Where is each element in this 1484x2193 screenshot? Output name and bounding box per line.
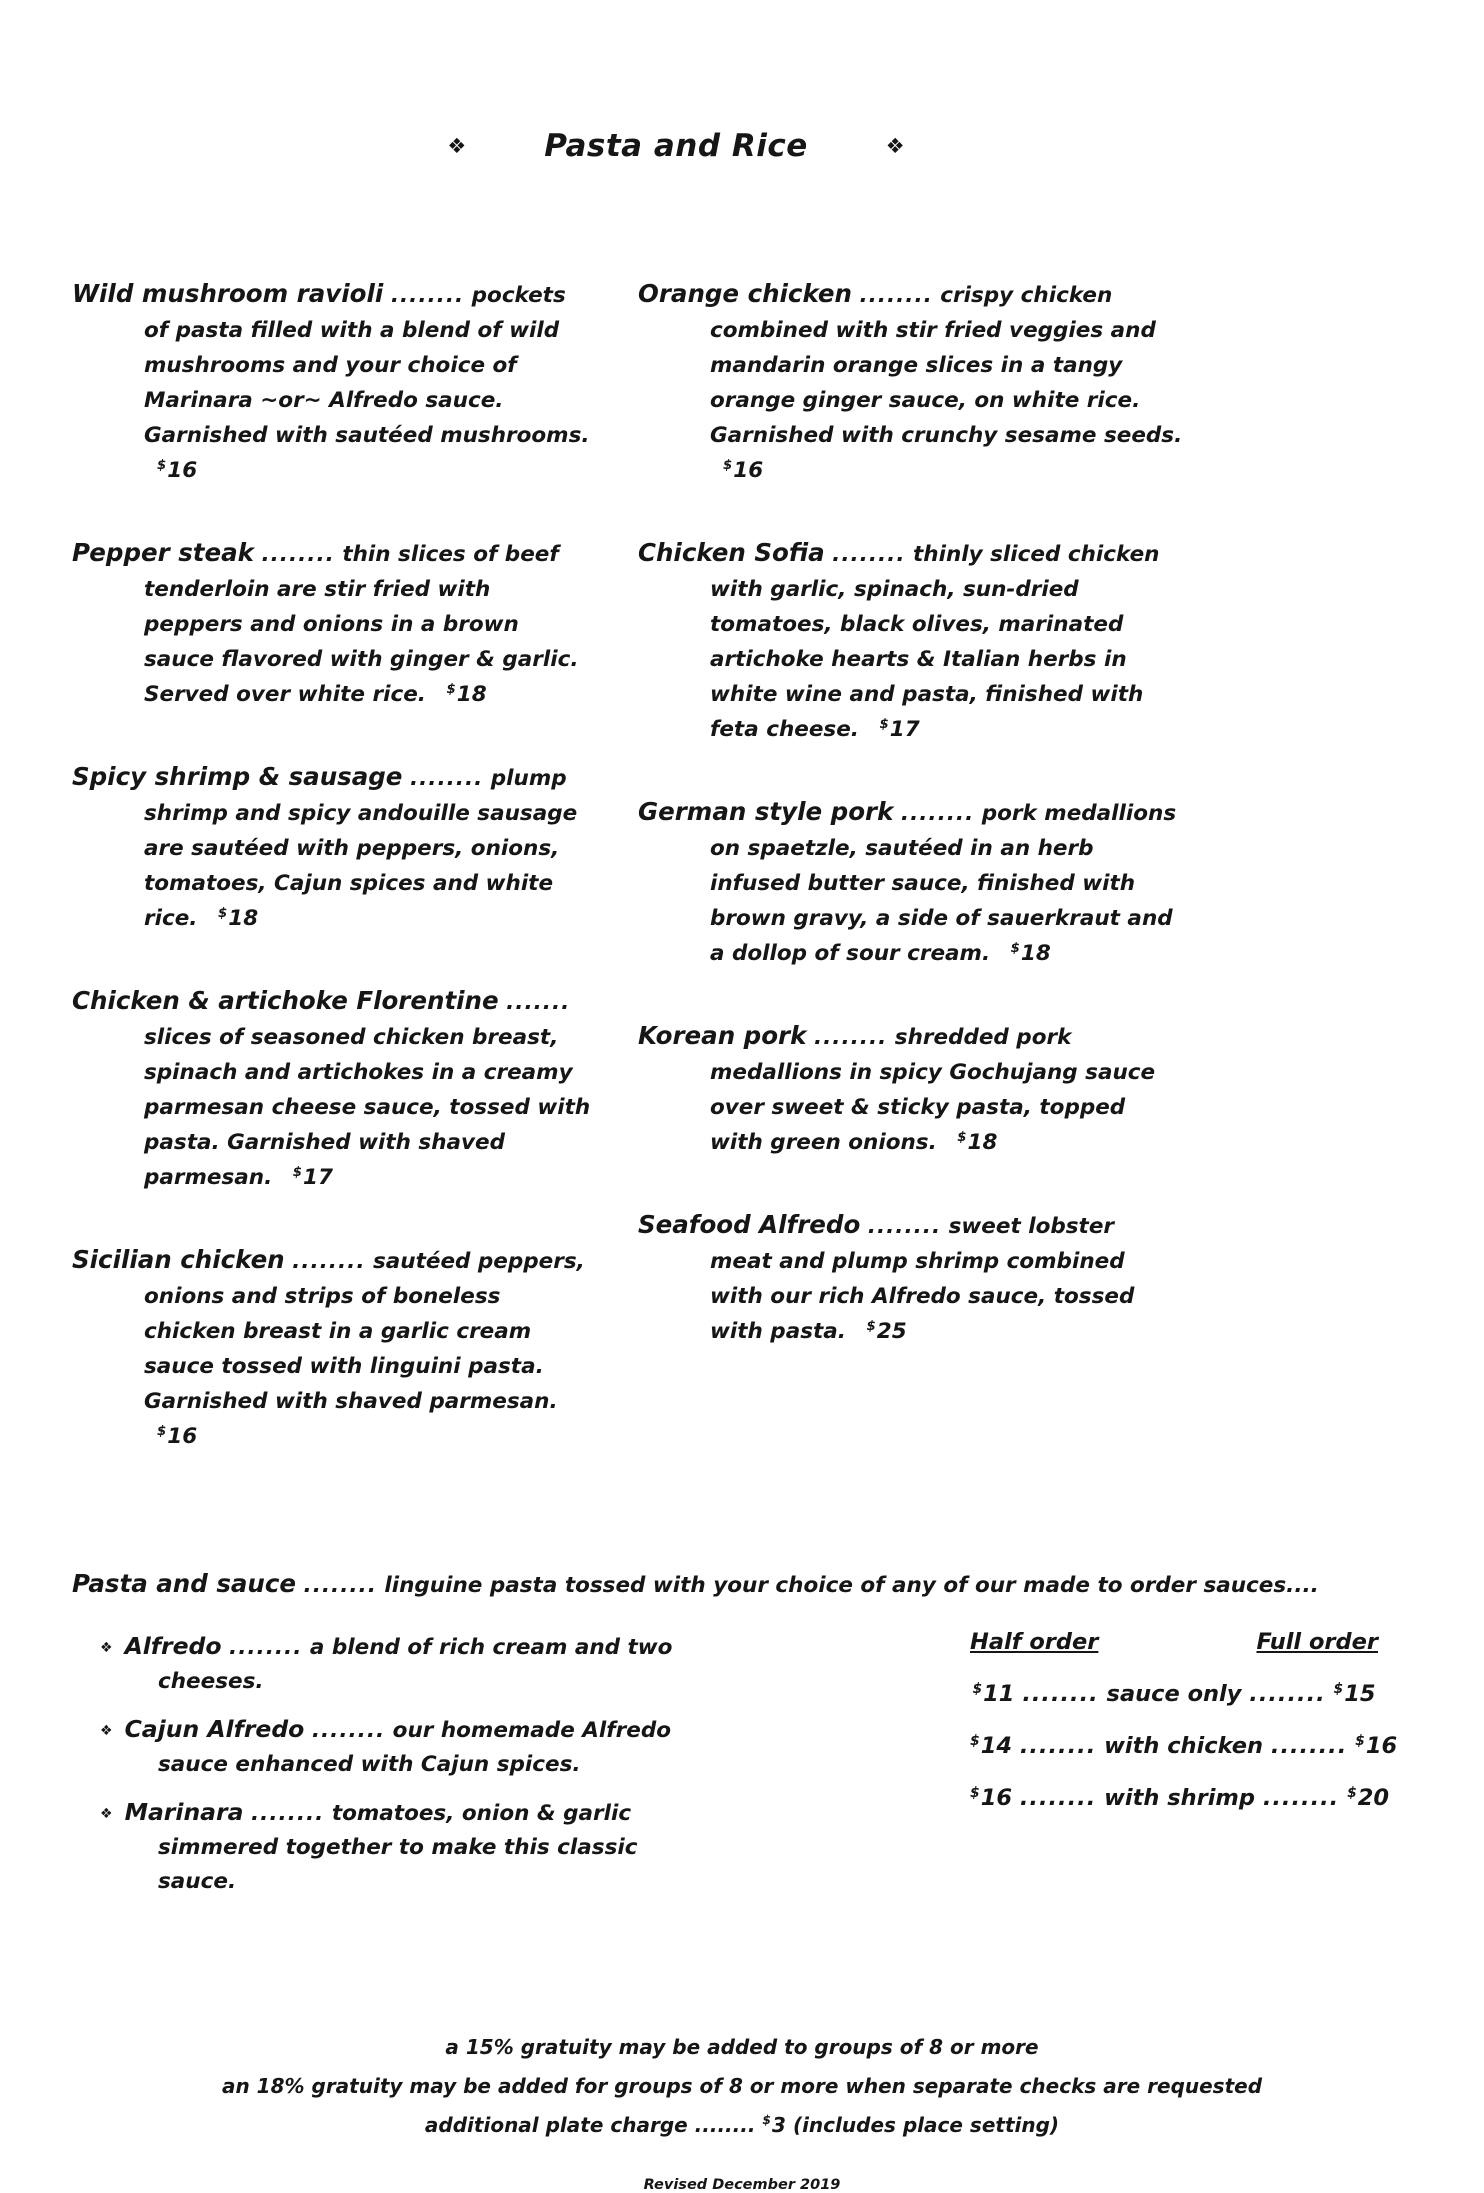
menu-item-orange-chicken — [638, 276, 1183, 488]
item-name: Pepper steak — [72, 538, 254, 567]
sauce-item-cajun-alfredo — [100, 1712, 700, 1782]
dotted-leader: ........ — [229, 1635, 303, 1660]
pasta-and-sauce-heading — [72, 1567, 1412, 1603]
item-description: slices of seasoned chicken breast, spinach and artichokes in a creamy parmesan cheese sauce, tossed with pasta. Garnished with shaved parmesan. — [144, 1025, 591, 1190]
price-value: 18 — [967, 1130, 998, 1155]
item-price — [723, 458, 763, 483]
item-name: Spicy shrimp & sausage — [72, 762, 403, 791]
dollar-sign: $ — [723, 457, 733, 473]
sauce-name: Alfredo — [124, 1632, 222, 1660]
diamond-ornament-left-icon: ❖ — [447, 133, 467, 158]
menu-item-korean-pork — [638, 1018, 1183, 1160]
item-price — [218, 906, 258, 931]
price-value: 17 — [303, 1165, 333, 1190]
pricing-row-sauce-only — [970, 1681, 1378, 1707]
dollar-sign: $ — [217, 905, 228, 921]
item-price — [157, 1424, 197, 1449]
dollar-sign: $ — [972, 1680, 983, 1697]
dotted-leader: ........ — [832, 542, 906, 567]
sauce-description: a blend of rich cream and two cheeses. — [158, 1635, 673, 1694]
sauce-item-marinara — [100, 1795, 700, 1899]
item-price — [293, 1165, 333, 1190]
item-name: Korean pork — [638, 1021, 807, 1050]
item-price — [1011, 941, 1051, 966]
pricing-row-label: with shrimp — [1104, 1785, 1255, 1811]
menu-item-chicken-artichoke-florentine — [72, 983, 594, 1195]
menu-item-spicy-shrimp-sausage — [72, 759, 594, 936]
dotted-leader: ........ — [813, 1025, 888, 1050]
price-value: 18 — [228, 906, 259, 931]
menu-item-pepper-steak — [72, 535, 594, 712]
item-description: crispy chicken combined with stir fried veggies and mandarin orange slices in a tangy orange ginger sauce, on white rice. Garnished with crunchy sesame seeds. — [710, 283, 1183, 448]
diamond-bullet-icon: ❖ — [100, 1723, 113, 1739]
menu-item-chicken-sofia — [638, 535, 1183, 747]
pricing-row-with-chicken — [970, 1732, 1398, 1759]
price-value: 16 — [167, 458, 198, 483]
dotted-leader: ........ — [900, 801, 975, 826]
dotted-leader: ........ — [251, 1801, 325, 1826]
pricing-row-with-shrimp — [970, 1784, 1390, 1811]
dollar-sign: $ — [1347, 1784, 1357, 1801]
price-value: 25 — [876, 1319, 907, 1344]
dotted-leader: ........ — [859, 283, 933, 308]
item-name: Orange chicken — [638, 279, 852, 308]
price-value: 16 — [733, 458, 764, 483]
page-title-row — [0, 0, 1418, 164]
dollar-sign: $ — [157, 457, 167, 473]
pasta-and-sauce-section — [0, 1567, 1484, 1912]
item-description: sautéed peppers, onions and strips of boneless chicken breast in a garlic cream sauce tossed with linguini pasta. Garnished with shaved parmesan. — [144, 1249, 585, 1414]
pricing-row-label: sauce only — [1106, 1681, 1242, 1707]
item-description: thinly sliced chicken with garlic, spinach, sun-dried tomatoes, black olives, marinated artichoke hearts & Italian herbs in white wine and pasta, finished with feta cheese. — [710, 542, 1160, 742]
dotted-leader: ........ — [1022, 1681, 1099, 1707]
half-price: $16 — [970, 1784, 1013, 1811]
price-value: 18 — [1020, 941, 1051, 966]
dotted-leader: ........ — [261, 542, 335, 567]
item-price — [957, 1130, 997, 1155]
dollar-sign: $ — [1355, 1732, 1365, 1749]
diamond-bullet-icon: ❖ — [100, 1640, 113, 1656]
menu-columns — [72, 276, 1484, 1501]
dollar-sign: $ — [879, 716, 889, 732]
dotted-leader: ........ — [311, 1718, 386, 1743]
half-price: $14 — [970, 1732, 1013, 1759]
dollar-sign: $ — [1333, 1680, 1344, 1697]
item-price — [157, 458, 197, 483]
item-description: shredded pork medallions in spicy Gochujang sauce over sweet & sticky pasta, topped with green onions. — [710, 1025, 1156, 1155]
price-value: 18 — [456, 682, 487, 707]
item-description: pockets of pasta filled with a blend of wild mushrooms and your choice of Marinara ~or~ Alfredo sauce. Garnished with sautéed mushrooms. — [144, 283, 590, 448]
sauce-description: tomatoes, onion & garlic simmered together to make this classic sauce. — [158, 1801, 638, 1894]
menu-item-german-style-pork — [638, 794, 1183, 971]
item-price — [446, 682, 486, 707]
item-price — [879, 717, 919, 742]
item-name: Seafood Alfredo — [638, 1210, 861, 1239]
dollar-sign: $ — [157, 1423, 167, 1439]
revision-footer: Revised December 2019 — [643, 2177, 841, 2193]
dotted-leader: ........ — [1019, 1733, 1097, 1759]
dollar-sign: $ — [970, 1784, 980, 1801]
full-order-header: Full order — [1256, 1629, 1378, 1655]
price-value: 17 — [889, 717, 920, 742]
full-price: $15 — [1333, 1680, 1376, 1707]
pricing-table — [970, 1629, 1398, 1912]
item-description: plump shrimp and spicy andouille sausage are sautéed with peppers, onions, tomatoes, Cajun spices and white rice. — [144, 766, 578, 931]
item-name: Sicilian chicken — [72, 1245, 285, 1274]
dollar-sign: $ — [970, 1732, 980, 1749]
sauce-name: Cajun Alfredo — [124, 1715, 305, 1743]
sauce-description: our homemade Alfredo sauce enhanced with Cajun spices. — [158, 1718, 671, 1777]
gratuity-notes — [0, 2028, 1484, 2145]
dotted-leader: ........ — [303, 1573, 377, 1598]
diamond-bullet-icon: ❖ — [100, 1806, 113, 1822]
plate-charge-note: additional plate charge ........ $3 (includes place setting) — [424, 2112, 1060, 2137]
sauce-item-alfredo — [100, 1629, 700, 1699]
dollar-sign: $ — [957, 1129, 967, 1145]
item-description: linguine pasta tossed with your choice of any of our made to order sauces.... — [384, 1573, 1319, 1598]
dotted-leader: ........ — [292, 1249, 366, 1274]
item-description: thin slices of beef tenderloin are stir fried with peppers and onions in a brown sauce flavored with ginger & garlic. Served over white rice. — [144, 542, 579, 707]
dollar-sign: $ — [292, 1164, 303, 1180]
pricing-headers — [970, 1629, 1378, 1655]
item-price — [866, 1319, 906, 1344]
right-column — [638, 276, 1183, 1501]
full-price: $20 — [1347, 1784, 1390, 1811]
dollar-sign: $ — [446, 681, 456, 697]
gratuity-note-line1: a 15% gratuity may be added to groups of 8 or more — [445, 2035, 1039, 2059]
full-price: $16 — [1355, 1732, 1398, 1759]
item-name: German style pork — [638, 797, 894, 826]
item-name: Chicken & artichoke Florentine — [72, 986, 499, 1015]
dollar-sign: $ — [1010, 940, 1020, 956]
dotted-leader: ........ — [1249, 1681, 1326, 1707]
sauce-list — [100, 1629, 700, 1912]
item-name: Chicken Sofia — [638, 538, 825, 567]
sauce-options-row — [100, 1629, 1484, 1912]
left-column — [72, 276, 594, 1501]
dollar-sign: $ — [866, 1318, 876, 1334]
menu-item-sicilian-chicken — [72, 1242, 594, 1454]
dotted-leader: ........ — [409, 766, 484, 791]
dollar-sign: $ — [762, 2112, 772, 2128]
item-description: pork medallions on spaetzle, sautéed in an herb infused butter sauce, finished with brown gravy, a side of sauerkraut and a dollop of sour cream. — [710, 801, 1177, 966]
sauce-name: Marinara — [124, 1798, 244, 1826]
plate-charge-price: $3 — [762, 2112, 786, 2137]
half-order-header: Half order — [970, 1629, 1099, 1655]
dotted-leader: ........ — [1262, 1785, 1340, 1811]
dotted-leader: ........ — [390, 283, 465, 308]
half-price: $11 — [972, 1680, 1015, 1707]
diamond-ornament-right-icon: ❖ — [885, 133, 905, 158]
gratuity-note-line2: an 18% gratuity may be added for groups of 8 or more when separate checks are requested — [221, 2074, 1263, 2098]
item-description: sweet lobster meat and plump shrimp combined with our rich Alfredo sauce, tossed with pasta. — [710, 1214, 1135, 1344]
page-title: Pasta and Rice — [544, 128, 808, 164]
price-value: 16 — [167, 1424, 198, 1449]
dotted-leader: ........ — [867, 1214, 942, 1239]
dotted-leader: ........ — [1270, 1733, 1348, 1759]
item-name: Wild mushroom ravioli — [72, 279, 384, 308]
item-name: Pasta and sauce — [72, 1569, 297, 1598]
pricing-row-label: with chicken — [1104, 1733, 1264, 1759]
menu-item-seafood-alfredo — [638, 1207, 1183, 1349]
dotted-leader: ........ — [1019, 1785, 1097, 1811]
menu-item-wild-mushroom-ravioli — [72, 276, 594, 488]
dotted-leader: ....... — [506, 990, 571, 1015]
